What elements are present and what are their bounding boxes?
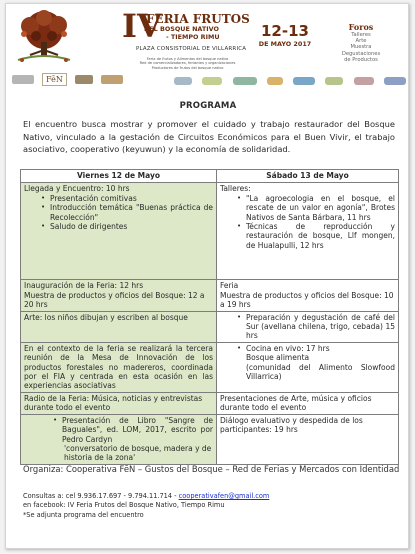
tree-logo-icon	[10, 8, 78, 68]
sponsor-logo-icon	[233, 77, 257, 85]
list-item: • "La agroecologia en el bosque, el rescate de un valor en agonía", Brotes Nativos de Santa Bárbara, 11 hrs	[234, 194, 395, 222]
table-row	[21, 392, 399, 414]
saturday-coffee-cell	[217, 311, 399, 342]
saturday-feria-cell: Feria Muestra de productos y oficios del Bosque: 10 a 19 hrs	[217, 280, 399, 311]
sponsor-logo-icon	[384, 77, 406, 85]
partner-logo-icon	[12, 75, 34, 84]
sponsor-logo-icon	[267, 77, 283, 85]
program-table	[20, 169, 399, 465]
partner-logo-icon	[101, 75, 123, 84]
email-link[interactable]: cooperativafen@gmail.com	[178, 492, 270, 500]
attachment-note: *Se adjunta programa del encuentro	[23, 510, 144, 519]
table-row	[21, 183, 399, 280]
list-item: • Presentación comitivas	[38, 194, 213, 203]
partner-logo-icon	[75, 75, 93, 84]
list-item: • Técnicas de reproducción y restauración de bosque, Llf mongen, de Hualapulli, 12 hrs	[234, 222, 395, 250]
list-item: • Introducción temática "Buenas práctica de Recolección"	[38, 203, 213, 222]
saturday-workshops-cell: Talleres: • "La agroecologia en el bosque, el rescate de un valor en agonía", Brotes Nativos de Santa Bárbara, 11 hrs • Técnicas de reproducción y restauración de bosque, Llf mongen, de Hualapulli, 12 hrs	[217, 183, 399, 280]
event-banner	[6, 4, 409, 92]
table-row	[21, 311, 399, 342]
header-saturday: Sábado 13 de Mayo	[217, 170, 399, 183]
saturday-workshops-list	[220, 194, 395, 250]
event-month-year: DE MAYO 2017	[258, 40, 312, 48]
document-page	[5, 3, 409, 549]
facebook-line: en facebook: IV Feria Frutos del Bosque Nativo, Tiempo Rimu	[23, 501, 225, 510]
list-item: • Cocina en vivo: 17 hrs	[234, 344, 395, 353]
friday-art-cell: Arte: los niños dibujan y escriben al bosque	[21, 311, 217, 342]
list-item: • Saludo de dirigentes	[38, 222, 213, 231]
table-row	[21, 280, 399, 311]
friday-arrival-cell: Llegada y Encuentro: 10 hrs • Presentación comitivas • Introducción temática "Buenas práctica de Recolección" • Saludo de dirigentes	[21, 183, 217, 280]
contact-block	[23, 492, 403, 520]
fen-logo: FēN	[42, 73, 67, 86]
friday-arrival-list	[24, 194, 213, 232]
table-row	[21, 342, 399, 392]
organizers-line: Organiza: Cooperativa FēN – Gustos del Bosque – Red de Ferias y Mercados con Identidad	[23, 464, 400, 474]
programa-heading: PROGRAMA	[179, 101, 237, 111]
table-header-row	[21, 170, 399, 183]
saturday-arts-cell: Presentaciones de Arte, música y oficios durante todo el evento	[217, 392, 399, 414]
sponsor-logo-icon	[325, 77, 343, 85]
sponsor-logo-icon	[354, 77, 374, 85]
banner-small-text: Feria de frutos y Alimentos del bosque nativo Red de comercializadores, feriantes y organizaciones Productores de frutos del bosque nativo	[139, 57, 236, 70]
activities-list: Foros Talleres Arte Muestra Degustaciones de Productos	[316, 22, 406, 66]
friday-book-cell: • Presentación de Libro "Sangre de Baguales", ed. LOM, 2017, escrito por Pedro Cardyn 'conversatorio de bosque, madera y de historia de la zona'	[21, 414, 217, 464]
friday-innovation-cell: En el contexto de la feria se realizará la tercera reunión de la Mesa de Innovación de los productos forestales no madereros, coordinada por el FIA y centrada en esta ocasión en las experiencias asociativas	[21, 342, 217, 392]
event-title	[122, 7, 250, 74]
sponsor-logos	[174, 75, 406, 87]
venue: PLAZA CONSISTORIAL DE VILLARRICA	[136, 46, 247, 52]
intro-paragraph: El encuentro busca mostrar y promover el cuidado y trabajo restaurador del Bosque Nativo, vinculado a la gestación de Circuitos Económicos para el Buen Vivir, el trabajo asociativo, cooperativo (keyuwun) y la economía de solidaridad.	[23, 119, 395, 155]
foros-title: Foros	[348, 22, 374, 32]
sponsor-logo-icon	[174, 77, 192, 85]
saturday-closing-cell: Diálogo evaluativo y despedida de los participantes: 19 hrs	[217, 414, 399, 464]
feria-subtitle-2: - TIEMPO RIMU	[166, 33, 220, 41]
contact-line: Consultas a: cel 9.936.17.697 - 9.794.11.714 - cooperativafen@gmail.com	[23, 492, 270, 500]
event-days: 12-13	[261, 22, 309, 40]
table-row	[21, 414, 399, 464]
feria-title: FERIA FRUTOS	[146, 12, 250, 26]
sponsor-logo-icon	[202, 77, 222, 85]
list-item: • Preparación y degustación de café del Sur (avellana chilena, trigo, cebada) 15 hrs	[234, 313, 395, 341]
sponsor-logo-icon	[293, 77, 315, 85]
edition-numeral: IV	[122, 7, 162, 45]
event-date	[252, 22, 318, 60]
saturday-cooking-cell: • Cocina en vivo: 17 hrs Bosque alimenta (comunidad del Alimento Slowfood Villarrica)	[217, 342, 399, 392]
list-item: • Presentación de Libro "Sangre de Baguales", ed. LOM, 2017, escrito por Pedro Cardyn	[50, 416, 213, 444]
friday-inauguration-cell: Inauguración de la Feria: 12 hrs Muestra de productos y oficios del Bosque: 12 a 20 hrs	[21, 280, 217, 311]
header-friday: Viernes 12 de Mayo	[21, 170, 217, 183]
feria-subtitle-1: DEL BOSQUE NATIVO	[144, 25, 219, 33]
friday-radio-cell: Radio de la Feria: Música, noticias y entrevistas durante todo el evento	[21, 392, 217, 414]
